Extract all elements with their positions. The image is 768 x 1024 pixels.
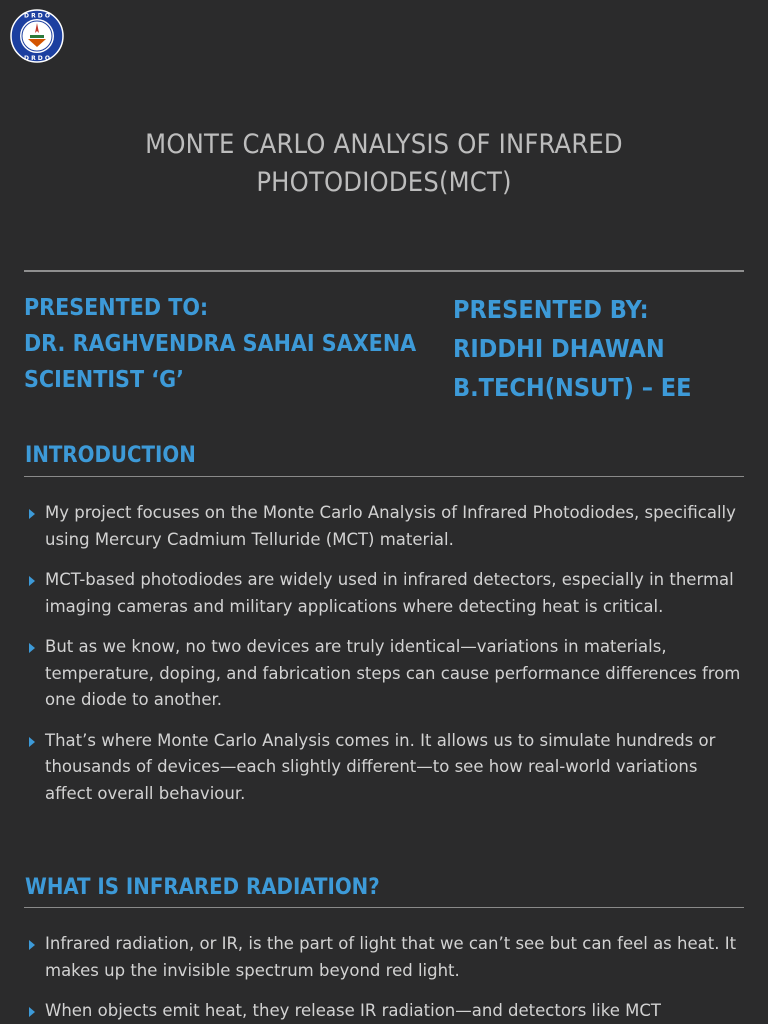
svg-text:D R D O: D R D O xyxy=(24,12,50,20)
presented-by-heading: PRESENTED BY: xyxy=(453,295,649,324)
bullet-text: Infrared radiation, or IR, is the part of light that we can’t see but can feel as heat. It makes up the invisible spectrum beyond red light. xyxy=(45,934,737,980)
bullet-arrow-icon xyxy=(29,940,35,950)
section-divider xyxy=(24,907,744,908)
list-item xyxy=(24,728,744,808)
infrared-bullet-list xyxy=(24,931,744,1024)
section-heading-introduction: INTRODUCTION xyxy=(25,443,196,468)
presented-by-role: B.TECH(NSUT) – EE xyxy=(453,373,692,402)
list-item xyxy=(24,567,744,620)
bullet-text: But as we know, no two devices are truly identical—variations in materials, temperature, doping, and fabrication steps can cause performance differences from one diode to another. xyxy=(45,637,741,709)
section-divider xyxy=(24,476,744,477)
title-divider xyxy=(24,270,744,272)
bullet-arrow-icon xyxy=(29,737,35,747)
bullet-text: That’s where Monte Carlo Analysis comes in. It allows us to simulate hundreds or thousands of devices—each slightly different—to see how real-world variations affect overall behaviour. xyxy=(45,730,716,803)
bullet-arrow-icon xyxy=(29,509,35,519)
title-line-1: MONTE CARLO ANALYSIS OF INFRARED xyxy=(145,129,623,160)
page-title xyxy=(60,126,708,202)
presented-by-block xyxy=(453,290,692,407)
bullet-arrow-icon xyxy=(29,643,35,653)
introduction-bullet-list xyxy=(24,500,744,821)
bullet-text: My project focuses on the Monte Carlo Analysis of Infrared Photodiodes, specifically using Mercury Cadmium Telluride (MCT) material. xyxy=(45,503,736,549)
list-item xyxy=(24,634,744,714)
bullet-text: When objects emit heat, they release IR radiation—and detectors like MCT xyxy=(45,1001,661,1020)
svg-text:D R D O: D R D O xyxy=(24,55,50,62)
bullet-arrow-icon xyxy=(29,1007,35,1017)
presented-to-block xyxy=(24,290,416,398)
section-heading-infrared-radiation: WHAT IS INFRARED RADIATION? xyxy=(25,875,380,900)
presented-by-name: RIDDHI DHAWAN xyxy=(453,334,665,363)
list-item xyxy=(24,998,744,1024)
title-line-2: PHOTODIODES(MCT) xyxy=(256,167,512,198)
presented-to-heading: PRESENTED TO: xyxy=(24,295,209,321)
bullet-text: MCT-based photodiodes are widely used in infrared detectors, especially in thermal imaging cameras and military applications where detecting heat is critical. xyxy=(45,570,734,616)
presented-to-name: DR. RAGHVENDRA SAHAI SAXENA xyxy=(24,331,417,357)
bullet-arrow-icon xyxy=(29,576,35,586)
list-item xyxy=(24,500,744,553)
drdo-logo-icon xyxy=(10,9,64,63)
presented-to-role: SCIENTIST ‘G’ xyxy=(24,367,184,393)
list-item xyxy=(24,931,744,984)
